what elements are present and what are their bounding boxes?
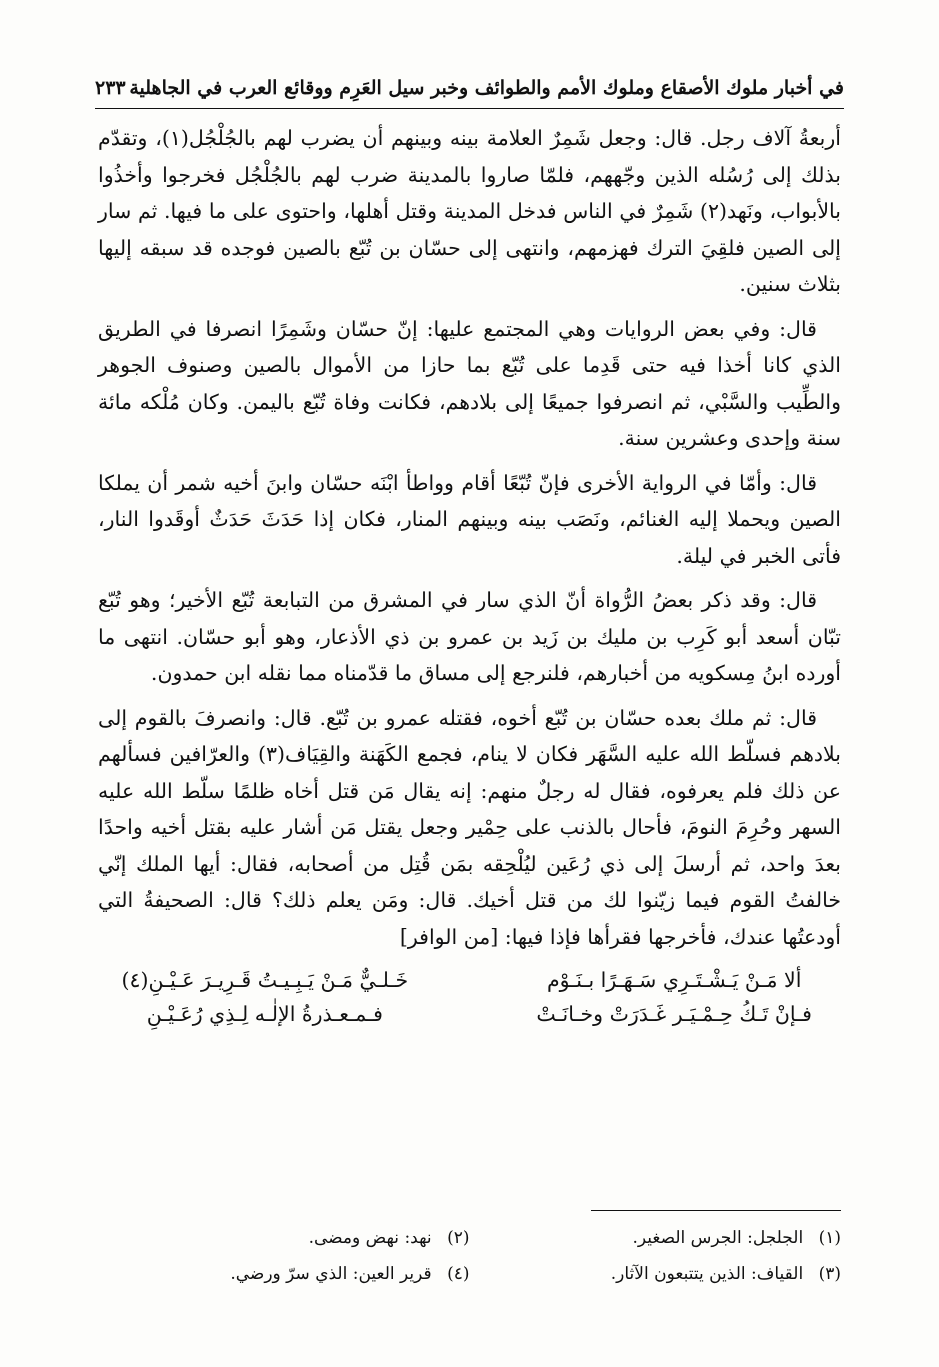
footnote-number: (٤): [447, 1264, 470, 1284]
verse-first-hemistich: ألا مَـنْ يَـشْـتَـرِي سَـهَـرًا بـنَـوْم: [546, 968, 802, 992]
footnote-text: نهد: نهض ومضى.: [308, 1228, 432, 1248]
running-header: [95, 70, 844, 106]
footnote: [470, 1256, 842, 1292]
paragraph: أربعةُ آلاف رجل. قال: وجعل شَمِرٌ العلامة بينه وبينهم أن يضرب لهم بالجُلْجُل(١)، وتقدّم بذلك إلى رُسُله الذين وجّههم، فلمّا صاروا بالمدينة ضرب لهم بالجُلْجُل فخرجوا وأخذُوا بالأبواب، ونَهد(٢) شَمِرٌ في الناس فدخل المدينة وقتل أهلها، واحتوى على ما فيها. ثم سار إلى الصين فلقِيَ الترك فهزمهم، وانتهى إلى حسّان بن تُبّع بالصين فوجده قد سبقه إليها بثلاث سنين.: [98, 126, 841, 296]
footnote-text: القياف: الذين يتتبعون الآثار.: [610, 1264, 804, 1284]
footnote-text: الجلجل: الجرس الصغير.: [632, 1228, 804, 1248]
footnote: [98, 1256, 470, 1292]
paragraph: قال: ثم ملك بعده حسّان بن تُبّع أخوه، فقتله عمرو بن تُبّع. قال: وانصرفَ بالقوم إلى بلادهم فسلّط الله عليه السَّهَر فكان لا ينام، فجمع الكَهَنة والقِيَاف(٣) والعرّافين فسألهم عن ذلك فلم يعرفوه، فقال له رجلٌ منهم: إنه يقال مَن قتل أخاه ظلمًا سلّط الله عليه السهر وحُرِمَ النومَ، فأحال بالذنب على حِمْير وجعل يقتل مَن أشار عليه بقتل أخيه واحدًا بعدَ واحد، ثم أرسلَ إلى ذي رُعَين ليُلْحِقه بمَن قُتِل من أصحابه، فقال: أيها الملك إنّي خالفتُ القوم فيما زيّنوا لك من قتل أخيك. قال: ومَن يعلم ذلك؟ قال: الصحيفةُ التي أودعتُها عندك، فأخرجها فقرأها فإذا فيها: [من الوافر]: [98, 705, 841, 949]
verse-line: [98, 997, 841, 1031]
footnotes: [98, 1220, 841, 1292]
footnote: [98, 1220, 470, 1256]
header-title: في أخبار ملوك الأصقاع وملوك الأمم والطوائف وخبر سيل العَرِم ووقائع العرب في الجاهلية: [129, 77, 844, 99]
footnote-number: (٢): [447, 1228, 470, 1248]
verse-second-hemistich: فـمـعـذرةُ الإلٰـه لِـذِي رُعَـيْـنِ: [146, 1002, 383, 1026]
footnote-number: (١): [818, 1228, 841, 1248]
paragraph: قال: وفي بعض الروايات وهي المجتمع عليها: إنّ حسّان وشَمِرًا انصرفا في الطريق الذي كانا أخذا فيه حتى قَدِما على تُبّع بما حازا من الأموال بالصين وصنوف الجوهر والطِّيب والسَّبْي، ثم انصرفوا جميعًا إلى بلادهم، فكانت وفاة تُبّع باليمن. وكان مُلْكه مائة سنة وإحدى وعشرين سنة.: [98, 316, 841, 450]
verse-first-hemistich: فـإنْ تَـكُ حِـمْـيَـر غَـدَرَتْ وخـانَـتْ: [536, 1002, 812, 1026]
footnote-rule: [591, 1210, 841, 1211]
page-number: ٢٣٣: [95, 77, 126, 99]
main-text: [98, 120, 841, 1031]
footnote-number: (٣): [818, 1264, 841, 1284]
paragraph: قال: وأمّا في الرواية الأخرى فإنّ تُبّعًا أقام وواطأ ابْنَه حسّان وابنَ أخيه شمر أن يملكا الصين ويحملا إليه الغنائم، ونَصَب بينه وبينهم المنار، فكان إذا حَدَثَ حَدَثٌ أوقَدوا النار، فأتى الخبر في ليلة.: [98, 470, 841, 568]
header-rule: [95, 108, 844, 109]
footnote: [470, 1220, 842, 1256]
verse-second-hemistich: خَـلـيٌّ مَـنْ يَـبِـيـتُ قَـرِيـرَ عَـيْـنِ(٤): [121, 968, 409, 992]
footnote-text: قرير العين: الذي سرّ ورضي.: [230, 1264, 432, 1284]
paragraph: قال: وقد ذكر بعضُ الرُّواة أنّ الذي سار في المشرق من التبابعة تُبّع الأخير؛ وهو تُبّع تبّان أسعد أبو كَرِب بن مليك بن زَيد بن عمرو بن ذي الأذعار، وهو أبو حسّان. انتهى ما أورده ابنُ مِسكويه من أخبارهم، فلنرجع إلى مساق ما قدّمناه مما نقله ابن حمدون.: [98, 588, 841, 685]
verse-line: [98, 963, 841, 997]
